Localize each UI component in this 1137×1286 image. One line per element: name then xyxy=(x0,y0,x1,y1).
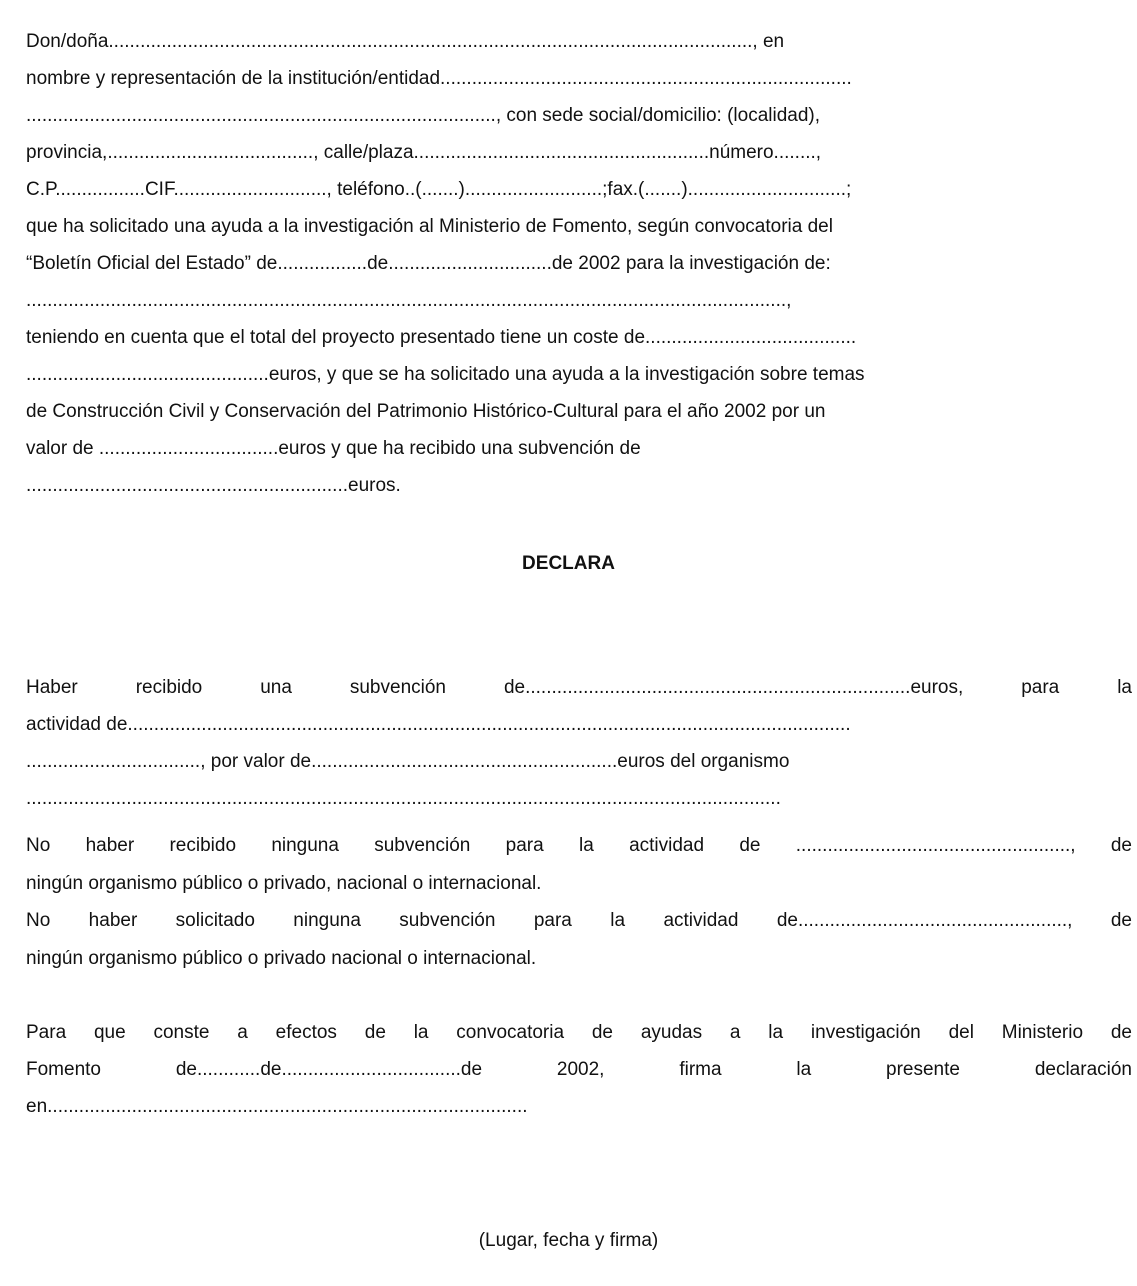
form-line: No haber recibido ninguna subvención para la actividad de ...................................................., de xyxy=(26,835,1132,856)
form-line: de Construcción Civil y Conservación del Patrimonio Histórico-Cultural para el año 2002 por un xyxy=(26,401,826,422)
form-line: Fomento de............de..................................de 2002, firma la presente declaración xyxy=(26,1059,1132,1080)
form-line: ningún organismo público o privado, nacional o internacional. xyxy=(26,873,542,894)
form-line: ................................................................................................................................................, xyxy=(26,290,792,311)
form-line: nombre y representación de la institución/entidad.............................................................................. xyxy=(26,68,852,89)
form-line: provincia,......................................., calle/plaza........................................................número........, xyxy=(26,142,822,163)
signature-label: (Lugar, fecha y firma) xyxy=(478,1230,659,1251)
form-line: Don/doña.........................................................................................................................., en xyxy=(26,31,785,52)
form-line: que ha solicitado una ayuda a la investigación al Ministerio de Fomento, según convocatoria del xyxy=(26,216,833,237)
form-line: “Boletín Oficial del Estado” de.................de...............................de 2002 para la investigación de: xyxy=(26,253,831,274)
form-line: teniendo en cuenta que el total del proyecto presentado tiene un coste de........................................ xyxy=(26,327,857,348)
form-line: ........................................................................................., con sede social/domicilio: (localidad), xyxy=(26,105,821,126)
form-line: Para que conste a efectos de la convocatoria de ayudas a la investigación del Ministerio de xyxy=(26,1022,1132,1043)
form-line: en........................................................................................... xyxy=(26,1096,528,1117)
form-line: Haber recibido una subvención de.........................................................................euros, para la xyxy=(26,677,1132,698)
form-line: No haber solicitado ninguna subvención para la actividad de..................................................., de xyxy=(26,910,1132,931)
form-line: ..............................................euros, y que se ha solicitado una ayuda a la investigación sobre temas xyxy=(26,364,865,385)
form-line: ningún organismo público o privado nacional o internacional. xyxy=(26,948,537,969)
form-line: .............................................................euros. xyxy=(26,475,401,496)
form-line: C.P.................CIF............................., teléfono..(.......)..........................;fax.(.......)..............................; xyxy=(26,179,852,200)
form-line: ................................., por valor de..........................................................euros del organismo xyxy=(26,751,790,772)
form-line: actividad de......................................................................................................................................... xyxy=(26,714,851,735)
form-line: valor de ..................................euros y que ha recibido una subvención de xyxy=(26,438,641,459)
form-line: ............................................................................................................................................... xyxy=(26,788,781,809)
section-heading: DECLARA xyxy=(522,553,615,574)
